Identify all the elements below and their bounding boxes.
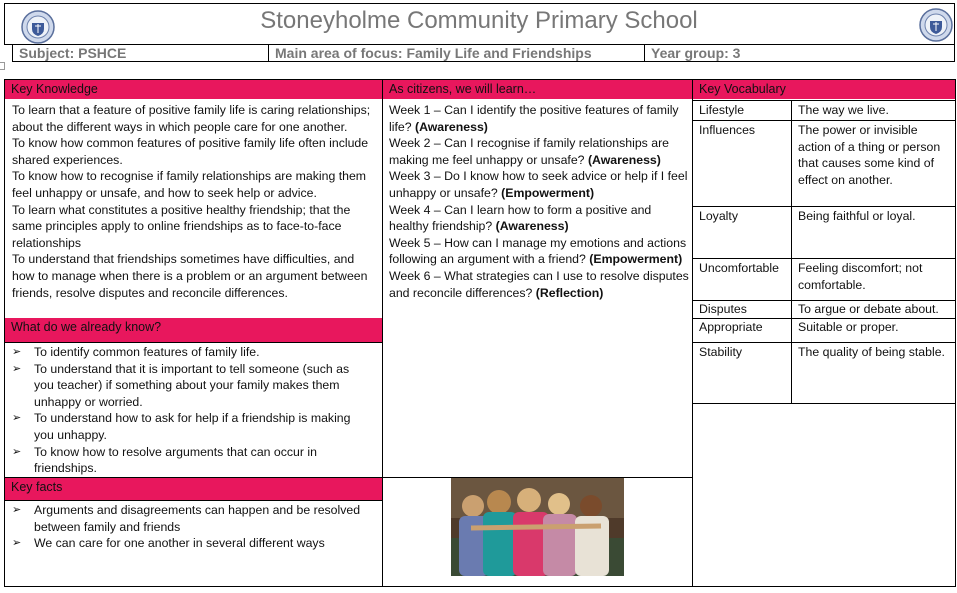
citizens-weeks — [389, 102, 689, 301]
week-text: Week 5 – How can I manage my emotions and actions following an argument with a friend? — [389, 235, 687, 267]
key-knowledge-text — [12, 102, 380, 301]
vocab-term: Disputes — [699, 302, 747, 316]
school-logo-left — [21, 10, 55, 44]
week-item — [389, 168, 689, 201]
vocab-term: Influences — [699, 123, 756, 137]
school-logo-right — [919, 8, 953, 42]
vocab-definition: Feeling discomfort; not comfortable. — [798, 261, 923, 292]
key-knowledge-paragraph: To learn that a feature of positive family life is caring relationships; about the different ways in which people care for one another. — [12, 103, 371, 134]
key-knowledge-paragraph: To know how to recognise if family relationships are making them feel unhappy or unsafe, and how to seek help or advice. — [12, 169, 367, 200]
vocab-term: Appropriate — [699, 320, 763, 334]
week-text: Week 4 – Can I learn how to form a positive and healthy friendship? — [389, 202, 652, 234]
key-knowledge-heading: Key Knowledge — [5, 80, 382, 99]
key-facts-list — [6, 502, 376, 552]
vocab-term: Lifestyle — [699, 103, 745, 117]
vocab-term: Uncomfortable — [699, 261, 779, 275]
already-know-list — [6, 344, 366, 477]
week-text: Week 1 – Can I identify the positive features of family life? — [389, 103, 679, 134]
week-item — [389, 268, 689, 301]
week-tag: (Awareness) — [587, 152, 661, 167]
vocab-definition: Being faithful or loyal. — [798, 209, 916, 223]
key-knowledge-paragraph: To understand that friendships sometimes have difficulties, and how to manage when there is a problem or an argument between friends, resolve disputes and reconcile differences. — [12, 252, 368, 300]
list-item: ➢ To identify common features of family life. — [6, 344, 366, 361]
vocab-definition: The power or invisible action of a thing or person that causes some kind of effect on another. — [798, 123, 941, 187]
key-knowledge-paragraph: To learn what constitutes a positive healthy friendship; that the same principles apply to online friendships as to face-to-face relationships — [12, 202, 351, 250]
list-item: ➢ To understand how to ask for help if a friendship is making you unhappy. — [6, 410, 366, 443]
vocabulary-heading: Key Vocabulary — [693, 80, 955, 99]
key-facts-heading: Key facts — [5, 477, 382, 501]
vocab-definition: To argue or debate about. — [798, 302, 939, 316]
week-tag: (Reflection) — [535, 285, 604, 300]
list-item: ➢ Arguments and disagreements can happen and be resolved between family and friends — [6, 502, 376, 535]
vocab-term: Loyalty — [699, 209, 738, 223]
week-item — [389, 102, 689, 135]
vocab-definition: The quality of being stable. — [798, 345, 945, 359]
week-item — [389, 202, 689, 235]
week-item — [389, 135, 689, 168]
citizens-heading: As citizens, we will learn… — [383, 80, 692, 99]
week-tag: (Awareness) — [495, 219, 569, 234]
week-text: Week 3 – Do I know how to seek advice or help if I feel unhappy or unsafe? — [389, 169, 688, 200]
week-tag: (Empowerment) — [501, 185, 595, 200]
list-item: ➢ We can care for one another in several different ways — [6, 535, 376, 552]
vocab-term: Stability — [699, 345, 743, 359]
key-knowledge-paragraph: To know how common features of positive family life often include shared experiences. — [12, 136, 369, 167]
subject-cell: Subject: PSHCE — [12, 44, 269, 62]
week-tag: (Awareness) — [414, 119, 488, 134]
week-tag: (Empowerment) — [589, 252, 683, 267]
year-group-cell: Year group: 3 — [644, 44, 955, 62]
children-hugging-photo — [451, 478, 624, 576]
week-text: Week 6 – What strategies can I use to resolve disputes and reconcile differences? — [389, 268, 689, 300]
focus-cell: Main area of focus: Family Life and Friendships — [268, 44, 645, 62]
school-name: Stoneyholme Community Primary School — [260, 7, 698, 34]
corner-mark — [0, 62, 5, 70]
week-item — [389, 235, 689, 268]
week-text: Week 2 – Can I recognise if family relationships are making me feel unhappy or unsafe? — [389, 136, 670, 167]
vocab-definition: The way we live. — [798, 103, 889, 117]
already-know-heading: What do we already know? — [5, 318, 382, 343]
list-item: ➢ To understand that it is important to tell someone (such as you teacher) if something about your family makes them unhappy or worried. — [6, 361, 366, 411]
vocab-definition: Suitable or proper. — [798, 320, 899, 334]
list-item: ➢ To know how to resolve arguments that can occur in friendships. — [6, 444, 366, 477]
